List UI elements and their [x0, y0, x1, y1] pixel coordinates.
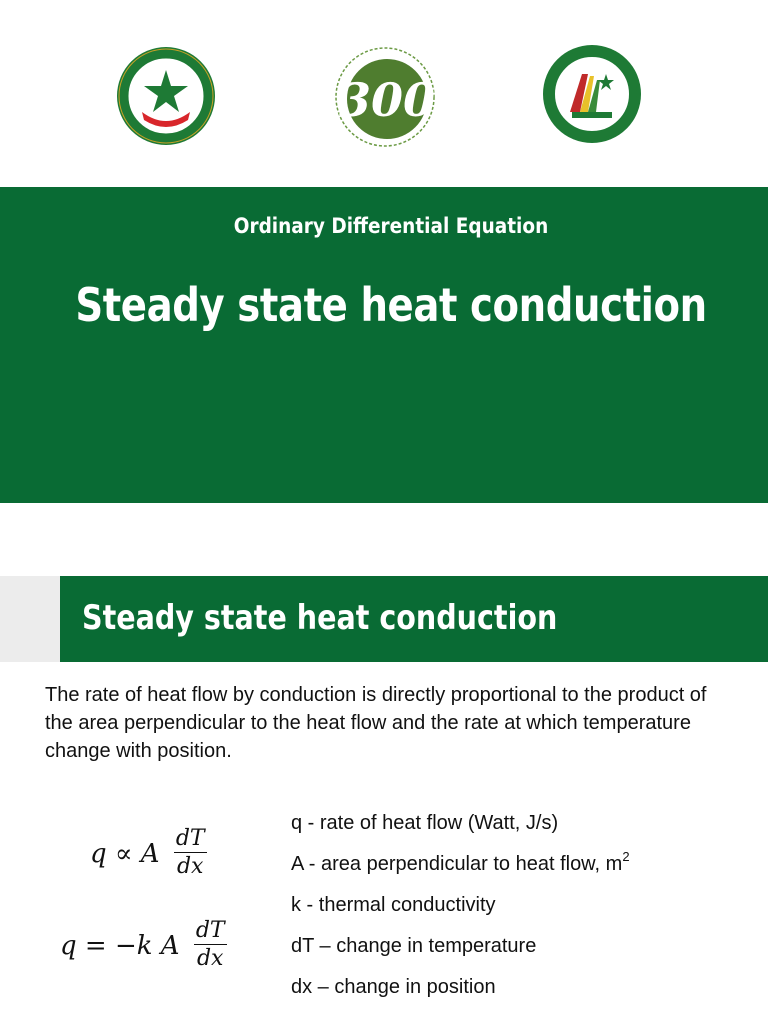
fraction: [174, 826, 207, 881]
proportionality-formula: [90, 826, 207, 881]
definition-item: q - rate of heat flow (Watt, J/s): [291, 812, 559, 834]
fraction: [194, 918, 227, 973]
college-seal-logo: [542, 44, 642, 144]
lasallian-300-seal-logo: [332, 46, 438, 148]
fraction-numerator: dT: [195, 918, 225, 943]
fraction-denominator: dx: [194, 944, 227, 973]
formula-lhs: q = −k A: [60, 930, 180, 961]
slide-title: Steady state heat conduction: [75, 278, 707, 332]
svg-text:300: 300: [338, 73, 436, 127]
definition-item: A - area perpendicular to heat flow, $m^2$: [291, 849, 630, 875]
variable-definitions: [291, 800, 630, 1005]
slide-subtitle: Ordinary Differential Equation: [233, 214, 549, 238]
fourier-law-formula: [60, 918, 227, 973]
logo-row: [0, 0, 768, 187]
definition-item: dx – change in position: [291, 976, 496, 998]
definition-item: k - thermal conductivity: [291, 894, 496, 916]
dlsu-d-seal-logo: [116, 46, 216, 146]
body-paragraph: The rate of heat flow by conduction is directly proportional to the product of the area perpendicular to the heat flow and the rate at which temperature change with position.: [45, 684, 707, 762]
fraction-numerator: dT: [175, 826, 205, 851]
section-header: [60, 576, 768, 662]
formula-lhs: q ∝ A: [90, 838, 160, 869]
section-title: Steady state heat conduction: [82, 598, 558, 638]
fraction-denominator: dx: [174, 852, 207, 881]
definition-item: dT – change in temperature: [291, 935, 537, 957]
